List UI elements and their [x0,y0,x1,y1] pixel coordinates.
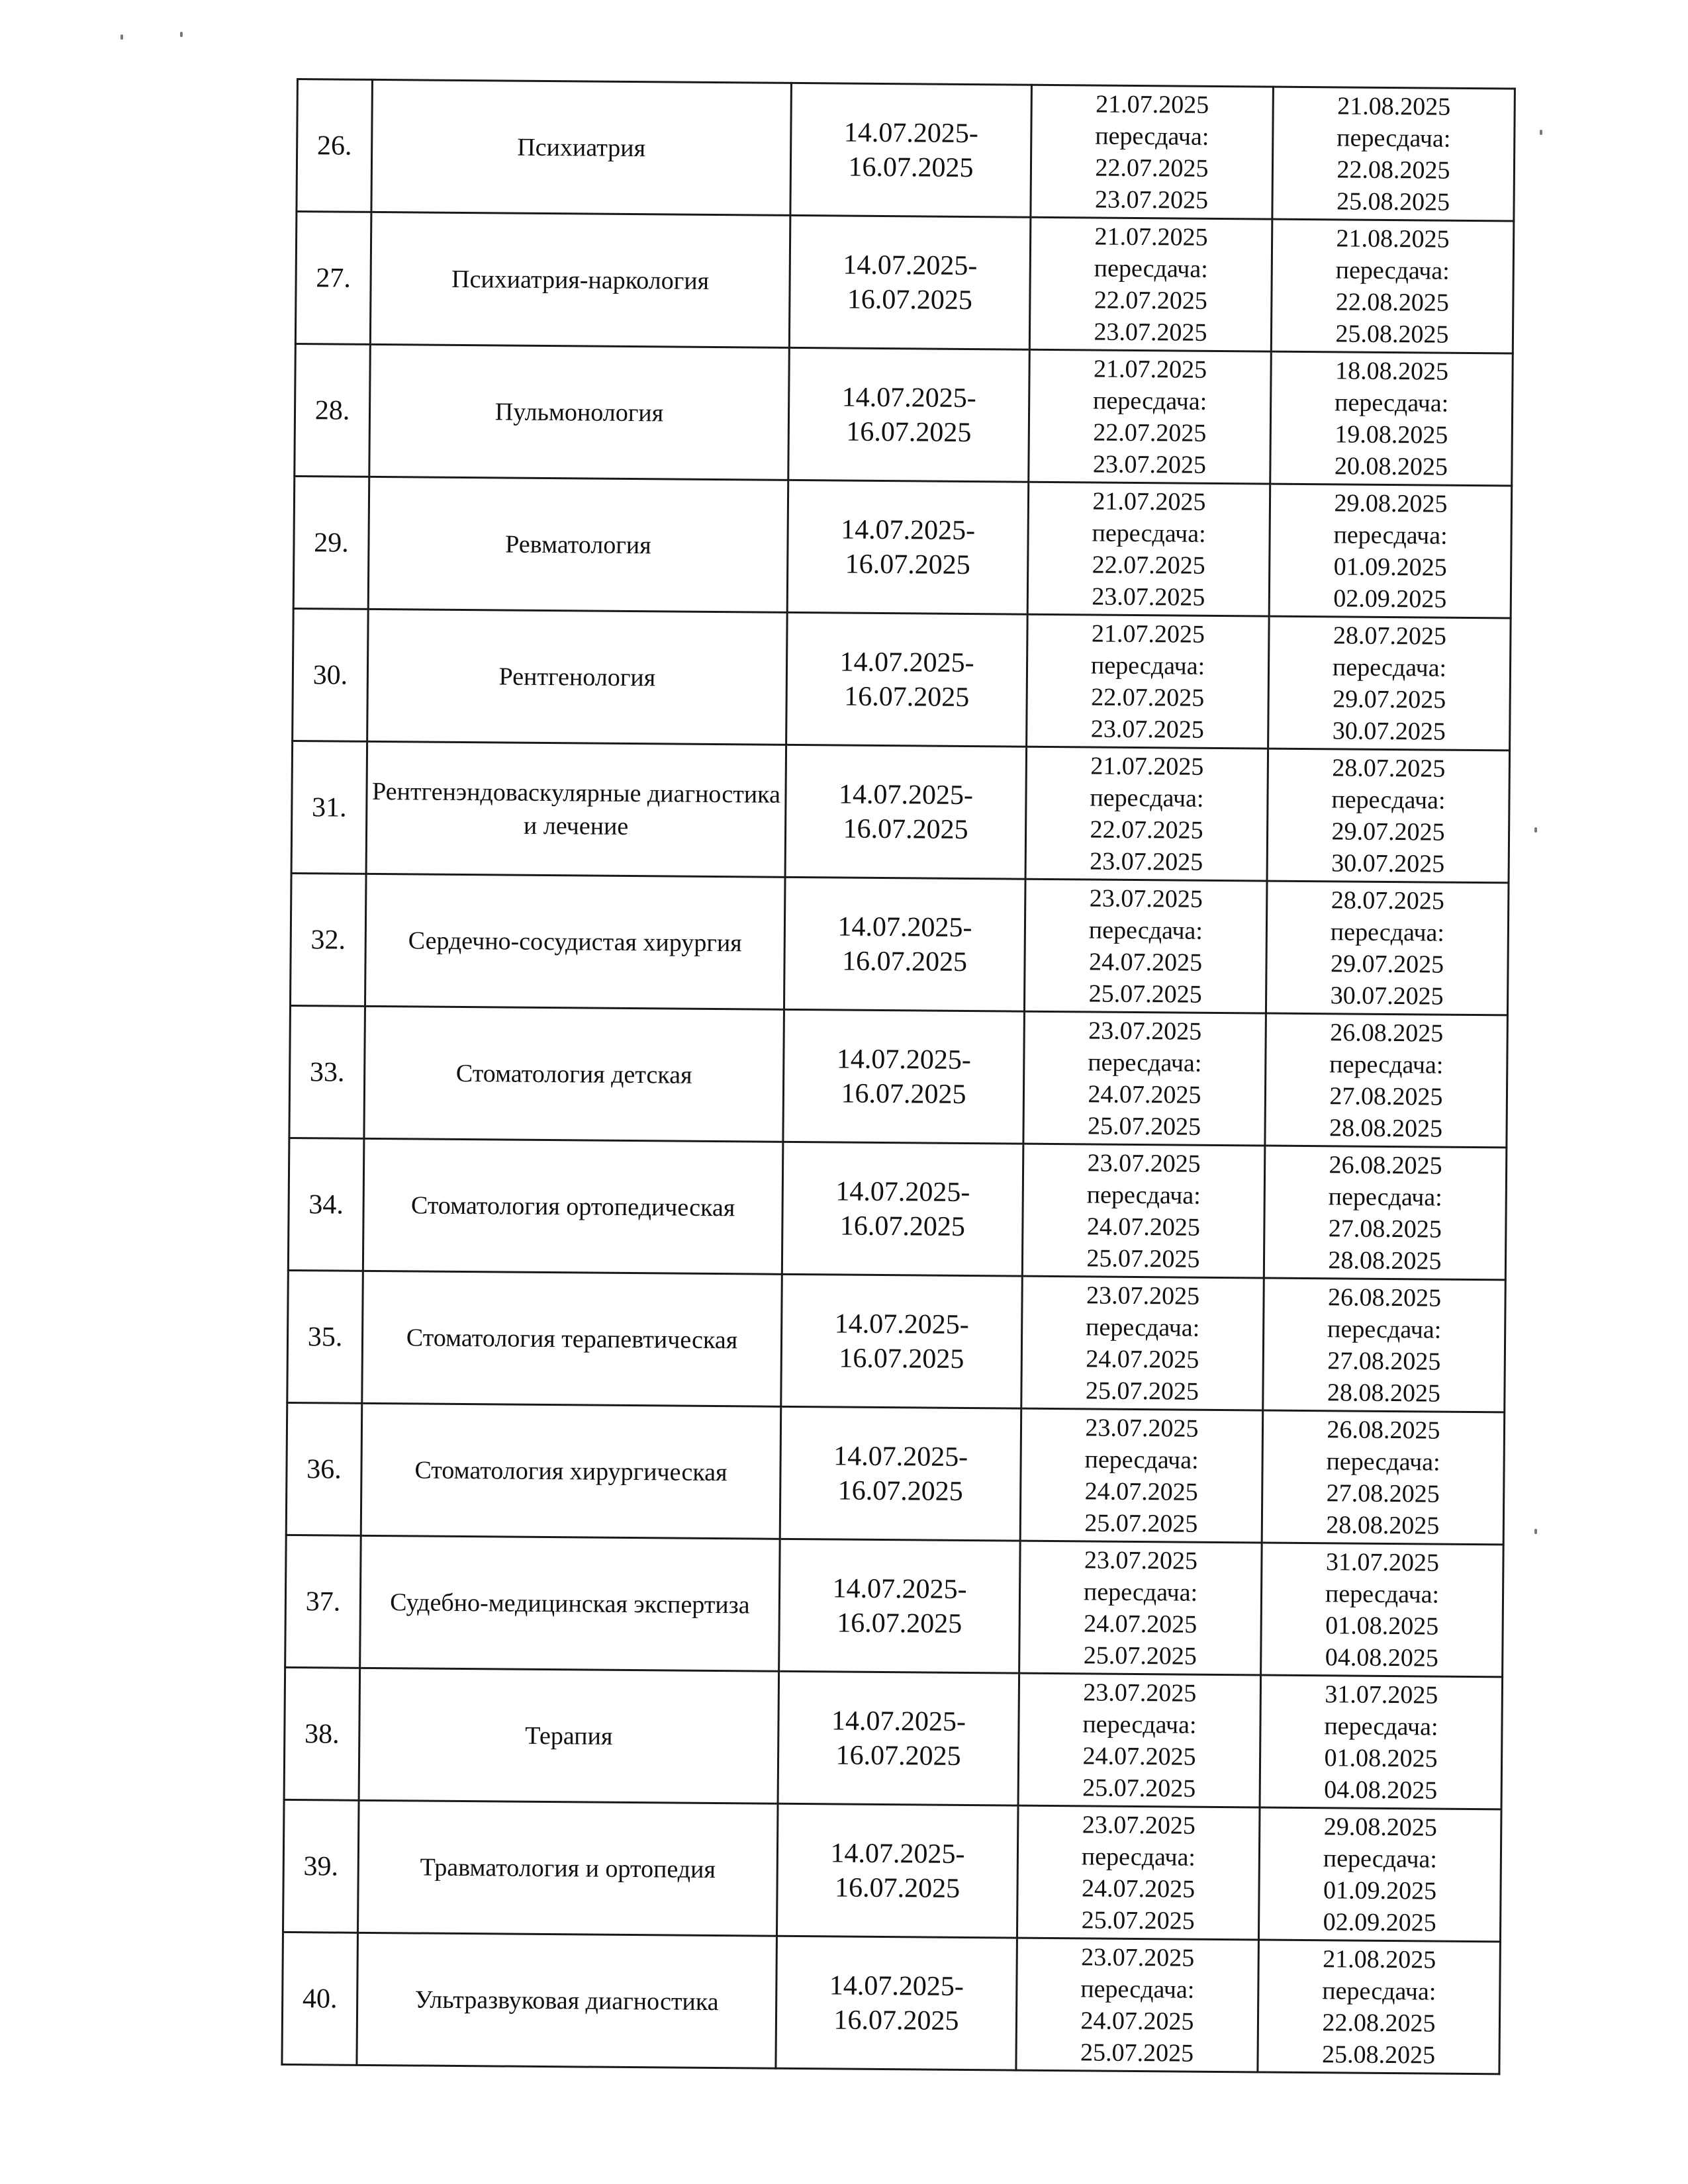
exam-dates-second-line: 27.08.2025 [1326,1479,1440,1508]
table-row [282,1932,1501,2073]
exam-dates-second-line: 25.08.2025 [1321,2040,1436,2070]
exam-dates-first-line: 25.07.2025 [1085,1376,1199,1406]
study-period [789,215,1031,349]
exam-dates-first-line: 24.07.2025 [1084,1609,1197,1639]
exam-dates-second-line: 30.07.2025 [1330,981,1444,1011]
exam-dates-second-line: 22.08.2025 [1335,287,1450,317]
exam-dates-first-line: 23.07.2025 [1092,582,1205,612]
exam-dates-first [1018,1673,1261,1807]
exam-dates-second-line: 22.08.2025 [1336,155,1450,185]
exam-dates-second-line: 20.08.2025 [1334,451,1448,481]
exam-dates-second-line: 21.08.2025 [1323,1944,1436,1974]
exam-dates-second-line: 21.08.2025 [1336,224,1450,253]
exam-dates-first-line: 22.07.2025 [1091,682,1205,712]
exam-dates-first [1020,1408,1263,1543]
table-row [293,608,1511,750]
exam-dates-second [1267,749,1510,883]
scan-speck [1534,827,1537,833]
exam-dates-second-line: 28.08.2025 [1327,1378,1441,1408]
exam-dates-second [1268,616,1511,751]
study-period [776,1936,1017,2070]
exam-dates-first [1017,1805,1260,1940]
study-period-line: 14.07.2025- [834,1308,969,1340]
table-row [288,1138,1507,1279]
exam-dates-second-line: 01.08.2025 [1325,1611,1439,1641]
study-period [785,745,1027,879]
study-period-line: 16.07.2025 [841,1078,966,1110]
exam-dates-first-line: 21.07.2025 [1091,619,1205,649]
exam-dates-first-line: 23.07.2025 [1083,1678,1197,1707]
table-row [293,476,1512,617]
exam-dates-first [1031,85,1274,219]
row-number: 34. [288,1138,364,1271]
specialty-name: Травматология и ортопедия [357,1800,778,1936]
row-number: 29. [293,476,369,609]
exam-dates-second-line: пересдача: [1327,1314,1442,1344]
study-period [782,1142,1023,1276]
exam-dates-second-line: 25.08.2025 [1335,319,1449,349]
exam-dates-first [1021,1276,1264,1410]
exam-dates-first-line: пересдача: [1084,1445,1199,1475]
study-period-line: 14.07.2025- [836,1043,972,1075]
row-number: 39. [283,1799,359,1933]
study-period-line: 14.07.2025- [838,778,974,811]
exam-dates-second-line: 28.07.2025 [1331,886,1444,915]
exam-dates-second-line: 29.07.2025 [1331,817,1445,846]
exam-dates-second [1265,1013,1508,1148]
exam-dates-second-line: 30.07.2025 [1332,716,1446,746]
exam-dates-second-line: 28.08.2025 [1329,1113,1443,1143]
exam-dates-first [1024,879,1267,1013]
study-period-line: 14.07.2025- [839,646,974,678]
exam-dates-first-line: 25.07.2025 [1088,979,1202,1009]
exam-dates-first-line: 23.07.2025 [1090,846,1203,876]
exam-dates-first-line: 21.07.2025 [1092,486,1206,516]
exam-dates-second-line: 22.08.2025 [1322,2008,1436,2038]
exam-dates-first-line: пересдача: [1086,1180,1201,1210]
exam-dates-second-line: 29.07.2025 [1330,949,1444,979]
exam-dates-second [1258,1807,1501,1942]
exam-dates-first-line: 24.07.2025 [1082,1741,1196,1771]
study-period [790,83,1032,217]
exam-dates-first [1029,217,1272,351]
exam-dates-first-line: пересдача: [1082,1709,1197,1739]
specialty-name: Ревматология [368,477,788,612]
study-period-line: 14.07.2025- [840,514,976,546]
exam-dates-first-line: 22.07.2025 [1093,418,1207,447]
specialty-name: Стоматология хирургическая [361,1403,781,1539]
exam-dates-second [1270,351,1513,486]
specialty-name: Стоматология терапевтическая [362,1271,782,1406]
exam-dates-second-line: 28.08.2025 [1328,1246,1442,1275]
specialty-name: Сердечно-сосудистая хирургия [365,874,785,1009]
exam-dates-first [1023,1011,1266,1146]
exam-dates-second-line: 29.08.2025 [1334,488,1448,518]
table-row [295,343,1513,485]
table-row [284,1667,1503,1809]
exam-dates-first-line: 22.07.2025 [1092,550,1205,580]
exam-dates-second-line: 26.08.2025 [1329,1150,1442,1180]
exam-dates-first-line: пересдача: [1088,915,1203,945]
study-period-line: 16.07.2025 [833,2004,959,2036]
study-period-line: 14.07.2025- [829,1970,964,2002]
exam-dates-second-line: 26.08.2025 [1330,1018,1444,1048]
exam-dates-second-line: 21.08.2025 [1337,91,1451,121]
table-row [283,1799,1501,1941]
exam-dates-second [1271,219,1514,353]
exam-dates-second-line: 02.09.2025 [1323,1907,1436,1937]
row-number: 30. [293,608,369,741]
table-row [290,873,1509,1015]
study-period-line: 16.07.2025 [837,1475,963,1507]
exam-dates-first-line: 24.07.2025 [1084,1477,1198,1506]
exam-dates-first-line: 22.07.2025 [1095,153,1209,183]
study-period [786,612,1028,747]
row-number: 37. [285,1535,361,1668]
exam-dates-second-line: 26.08.2025 [1327,1283,1442,1312]
study-period-line: 16.07.2025 [844,681,970,713]
exam-dates-first-line: 23.07.2025 [1085,1413,1199,1443]
exam-dates-first-line: 23.07.2025 [1090,714,1204,744]
study-period-line: 14.07.2025- [830,1837,965,1870]
row-number: 26. [297,79,373,212]
scan-speck [180,32,183,37]
scan-speck [1534,1529,1537,1534]
exam-schedule-body [282,79,1515,2074]
exam-dates-first-line: пересдача: [1090,783,1204,813]
exam-dates-second [1269,484,1512,618]
exam-dates-second-line: 26.08.2025 [1327,1415,1440,1445]
exam-dates-first-line: пересдача: [1083,1577,1198,1607]
specialty-name: Психиатрия [371,79,792,215]
exam-dates-second [1272,87,1515,221]
exam-dates-second-line: пересдача: [1324,1711,1438,1741]
exam-dates-first-line: 25.07.2025 [1081,1905,1195,1935]
exam-dates-first-line: 23.07.2025 [1082,1810,1196,1840]
exam-dates-first-line: 24.07.2025 [1086,1344,1199,1374]
exam-dates-first [1029,349,1272,484]
study-period-line: 16.07.2025 [837,1607,962,1639]
study-period-line: 16.07.2025 [841,946,968,978]
row-number: 40. [282,1932,358,2065]
exam-dates-first [1027,482,1270,616]
exam-dates-second-line: пересдача: [1335,255,1450,285]
study-period-line: 16.07.2025 [834,1872,961,1904]
study-period-line: 16.07.2025 [845,549,970,580]
study-period-line: 16.07.2025 [848,152,974,183]
study-period-line: 16.07.2025 [839,1210,966,1242]
exam-dates-first-line: 25.07.2025 [1083,1641,1197,1670]
study-period [787,480,1029,614]
exam-dates-first-line: 25.07.2025 [1087,1111,1201,1141]
row-number: 27. [295,212,371,345]
exam-dates-first-line: 21.07.2025 [1096,89,1209,119]
study-period-line: 16.07.2025 [835,1739,961,1772]
exam-dates-second-line: 04.08.2025 [1325,1643,1438,1672]
exam-dates-first [1019,1541,1262,1675]
table-row [297,79,1515,221]
study-period-line: 14.07.2025- [831,1705,966,1737]
exam-dates-second-line: 30.07.2025 [1331,848,1445,878]
exam-dates-second-line: пересдача: [1322,1976,1436,2006]
exam-dates-second-line: пересдача: [1325,1579,1440,1609]
study-period-line: 14.07.2025- [832,1572,967,1605]
study-period [776,1803,1018,1938]
exam-dates-second-line: 27.08.2025 [1329,1081,1443,1111]
exam-dates-second-line: пересдача: [1334,388,1449,418]
study-period-line: 14.07.2025- [843,249,978,281]
specialty-name: Терапия [359,1668,779,1803]
study-period-line: 14.07.2025- [833,1440,968,1473]
exam-dates-second-line: 27.08.2025 [1328,1214,1442,1244]
study-period [781,1274,1023,1408]
study-period [780,1406,1021,1541]
row-number: 36. [286,1402,362,1535]
exam-dates-second-line: 04.08.2025 [1324,1775,1438,1805]
scan-speck [120,34,123,40]
specialty-name: Пульмонология [369,344,790,480]
study-period-line: 16.07.2025 [843,813,968,845]
specialty-name: Судебно-медицинская экспертиза [360,1535,780,1671]
exam-dates-second-line: 19.08.2025 [1335,420,1448,449]
exam-dates-second-line: 29.08.2025 [1323,1812,1437,1842]
exam-dates-second-line: 01.08.2025 [1324,1743,1438,1773]
exam-dates-first-line: 24.07.2025 [1081,1874,1196,1903]
exam-dates-first-line: пересдача: [1085,1312,1200,1342]
exam-dates-second-line: пересдача: [1332,653,1447,682]
exam-dates-first-line: 21.07.2025 [1090,751,1204,781]
exam-dates-first-line: 23.07.2025 [1086,1281,1200,1310]
exam-dates-second [1258,1940,1501,2074]
exam-dates-first-line: 21.07.2025 [1093,354,1207,384]
study-period-line: 14.07.2025- [837,911,972,943]
exam-dates-first-line: 23.07.2025 [1092,449,1207,479]
exam-dates-second [1266,881,1509,1015]
exam-dates-first-line: 24.07.2025 [1088,947,1203,977]
exam-dates-first-line: пересдача: [1092,386,1207,416]
exam-dates-second-line: 28.07.2025 [1332,753,1446,783]
exam-dates-second-line: пересдача: [1333,520,1448,550]
exam-schedule-table [281,78,1516,2075]
exam-dates-second-line: 28.07.2025 [1333,621,1447,651]
exam-dates-first-line: 25.07.2025 [1082,1773,1196,1803]
study-period-line: 14.07.2025- [841,381,976,414]
exam-dates-first-line: 24.07.2025 [1088,1079,1201,1109]
exam-dates-first-line: 22.07.2025 [1094,285,1208,315]
exam-dates-first-line: 23.07.2025 [1088,1016,1202,1046]
exam-dates-second-line: 25.08.2025 [1336,187,1450,216]
table-row [285,1535,1504,1676]
exam-dates-first-line: 24.07.2025 [1080,2006,1194,2036]
exam-dates-second [1261,1543,1504,1677]
specialty-name: Стоматология детская [364,1006,784,1142]
exam-dates-first-line: 23.07.2025 [1081,1942,1195,1972]
exam-dates-first-line: 23.07.2025 [1087,1148,1201,1178]
exam-dates-first-line: пересдача: [1094,253,1208,283]
study-period [784,877,1025,1011]
exam-dates-first-line: 23.07.2025 [1094,185,1209,214]
row-number: 33. [289,1005,365,1138]
row-number: 28. [295,343,371,477]
exam-dates-first-line: пересдача: [1095,121,1209,151]
specialty-name: Психиатрия-наркология [370,212,790,347]
study-period [783,1009,1025,1144]
row-number: 32. [290,873,366,1006]
exam-dates-first-line: 25.07.2025 [1084,1508,1198,1538]
exam-dates-first-line: 24.07.2025 [1086,1212,1201,1242]
exam-dates-first [1016,1938,1259,2072]
exam-dates-first-line: пересдача: [1088,1048,1202,1077]
exam-dates-second-line: 29.07.2025 [1333,684,1446,714]
exam-dates-second-line: пересдача: [1326,1447,1440,1477]
specialty-name: Стоматология ортопедическая [363,1138,783,1274]
exam-dates-second-line: 18.08.2025 [1335,356,1449,386]
exam-dates-second-line: пересдача: [1336,123,1451,153]
exam-dates-second [1264,1146,1507,1280]
exam-dates-first-line: 21.07.2025 [1094,222,1208,251]
exam-dates-first-line: 23.07.2025 [1094,317,1207,347]
study-period-line: 16.07.2025 [839,1342,964,1375]
table-row [286,1402,1505,1544]
exam-dates-second-line: 02.09.2025 [1333,584,1447,614]
exam-dates-first-line: пересдача: [1090,651,1205,680]
exam-dates-second-line: пересдача: [1329,1050,1444,1079]
row-number: 38. [284,1667,360,1800]
exam-dates-first-line: пересдача: [1080,1974,1195,2004]
exam-dates-first [1027,614,1270,749]
study-period-line: 14.07.2025- [835,1175,970,1208]
specialty-name: Ультразвуковая диагностика [357,1933,777,2068]
row-number: 35. [287,1270,363,1403]
exam-dates-second [1260,1675,1503,1809]
exam-dates-second-line: 31.07.2025 [1325,1680,1438,1709]
scan-speck [1540,130,1542,135]
exam-dates-first [1022,1144,1265,1278]
exam-dates-second-line: пересдача: [1330,917,1445,947]
exam-dates-second [1262,1410,1505,1545]
table-row [287,1270,1506,1412]
exam-dates-second-line: пересдача: [1323,1844,1438,1874]
row-number: 31. [291,741,367,874]
exam-dates-first-line: 23.07.2025 [1089,884,1203,913]
table-row [291,741,1510,882]
study-period-line: 16.07.2025 [846,416,972,448]
exam-dates-second-line: 31.07.2025 [1325,1547,1440,1577]
exam-dates-first-line: 22.07.2025 [1090,815,1203,844]
study-period-line: 16.07.2025 [847,284,973,316]
specialty-name: Рентгенэндоваскулярные диагностика и лечение [366,741,786,877]
exam-dates-second [1263,1278,1506,1412]
exam-dates-second-line: 01.09.2025 [1323,1876,1437,1905]
table-row [289,1005,1508,1147]
exam-dates-second-line: 28.08.2025 [1326,1510,1440,1540]
exam-dates-second-line: 01.09.2025 [1333,552,1447,582]
exam-dates-second-line: 27.08.2025 [1327,1346,1441,1376]
exam-dates-first-line: 23.07.2025 [1084,1545,1198,1575]
study-period [779,1539,1021,1673]
exam-dates-first-line: пересдача: [1092,518,1206,548]
exam-dates-first [1025,747,1268,881]
exam-dates-first-line: 25.07.2025 [1086,1244,1200,1273]
study-period-line: 14.07.2025- [843,116,979,149]
exam-dates-second-line: пересдача: [1328,1182,1442,1212]
table-row [295,212,1514,353]
study-period [788,347,1030,482]
specialty-name: Рентгенология [367,609,788,745]
exam-dates-first-line: пересдача: [1081,1842,1196,1872]
study-period [778,1671,1019,1805]
exam-dates-first-line: 25.07.2025 [1080,2038,1194,2068]
exam-dates-second-line: пересдача: [1331,785,1446,815]
